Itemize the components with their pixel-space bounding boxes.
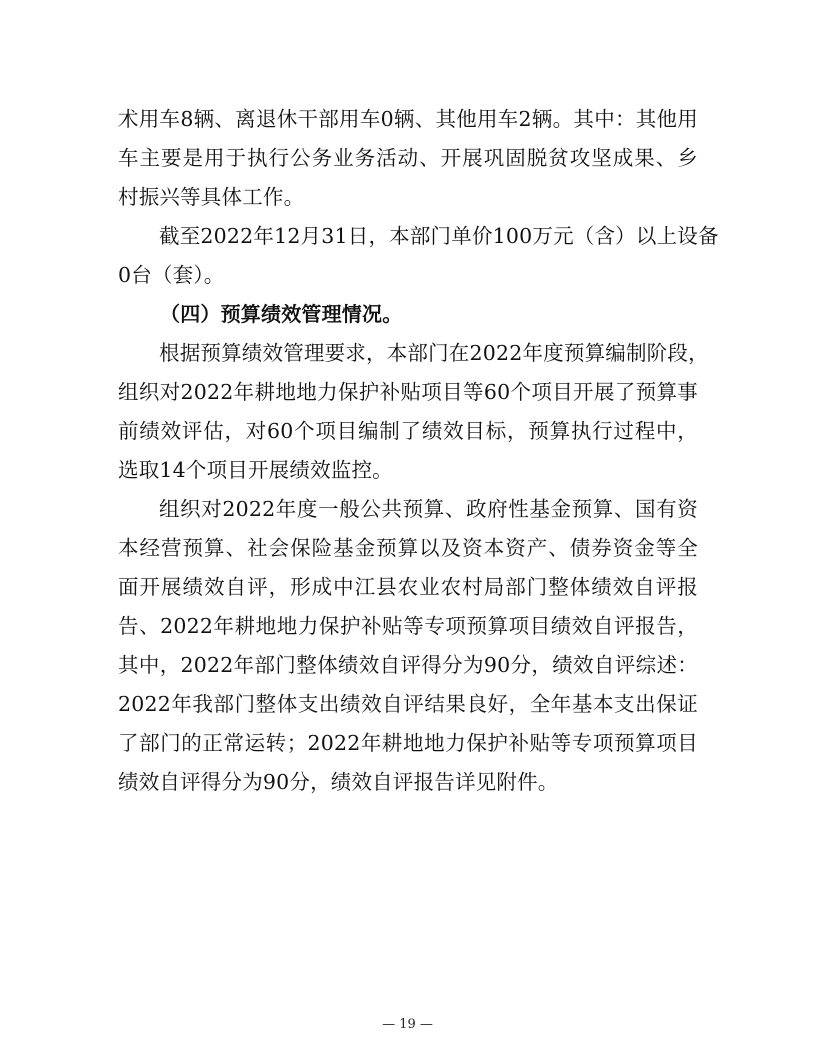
text-line: 其中，2022年部门整体绩效自评得分为90分，绩效自评综述： <box>118 653 698 677</box>
text-line: 0台（套）。 <box>118 263 225 287</box>
text-line: 术用车8辆、离退休干部用车0辆、其他用车2辆。其中：其他用 <box>118 107 698 131</box>
heading-text: （四）预算绩效管理情况。 <box>160 302 403 326</box>
paragraph-equipment <box>118 217 719 295</box>
text-line: 前绩效评估，对60个项目编制了绩效目标，预算执行过程中， <box>118 419 698 443</box>
text-line: 组织对2022年耕地地力保护补贴项目等60个项目开展了预算事 <box>118 380 698 404</box>
text-line: 绩效自评得分为90分，绩效自评报告详见附件。 <box>118 770 559 794</box>
body-text <box>118 100 719 802</box>
paragraph-vehicles <box>118 100 698 217</box>
text-line: 2022年我部门整体支出绩效自评结果良好，全年基本支出保证 <box>118 692 698 716</box>
text-line: 面开展绩效自评，形成中江县农业农村局部门整体绩效自评报 <box>118 575 698 599</box>
paragraph-self-evaluation <box>118 490 698 802</box>
text-line: 选取14个项目开展绩效监控。 <box>118 458 393 482</box>
text-line: 村振兴等具体工作。 <box>118 185 305 209</box>
section-heading <box>118 295 698 334</box>
text-line: 组织对2022年度一般公共预算、政府性基金预算、国有资 <box>159 497 698 521</box>
paragraph-performance-management <box>118 334 709 490</box>
page-number: — 19 — <box>382 1017 433 1032</box>
text-line: 车主要是用于执行公务业务活动、开展巩固脱贫攻坚成果、乡 <box>118 146 698 170</box>
text-line: 本经营预算、社会保险基金预算以及资本资产、债券资金等全 <box>118 536 698 560</box>
text-line: 告、2022年耕地地力保护补贴等专项预算项目绩效自评报告， <box>118 614 698 638</box>
text-line: 根据预算绩效管理要求，本部门在2022年度预算编制阶段， <box>159 341 709 365</box>
text-line: 了部门的正常运转；2022年耕地地力保护补贴等专项预算项目 <box>118 731 698 755</box>
text-line: 截至2022年12月31日，本部门单价100万元（含）以上设备 <box>159 224 719 248</box>
